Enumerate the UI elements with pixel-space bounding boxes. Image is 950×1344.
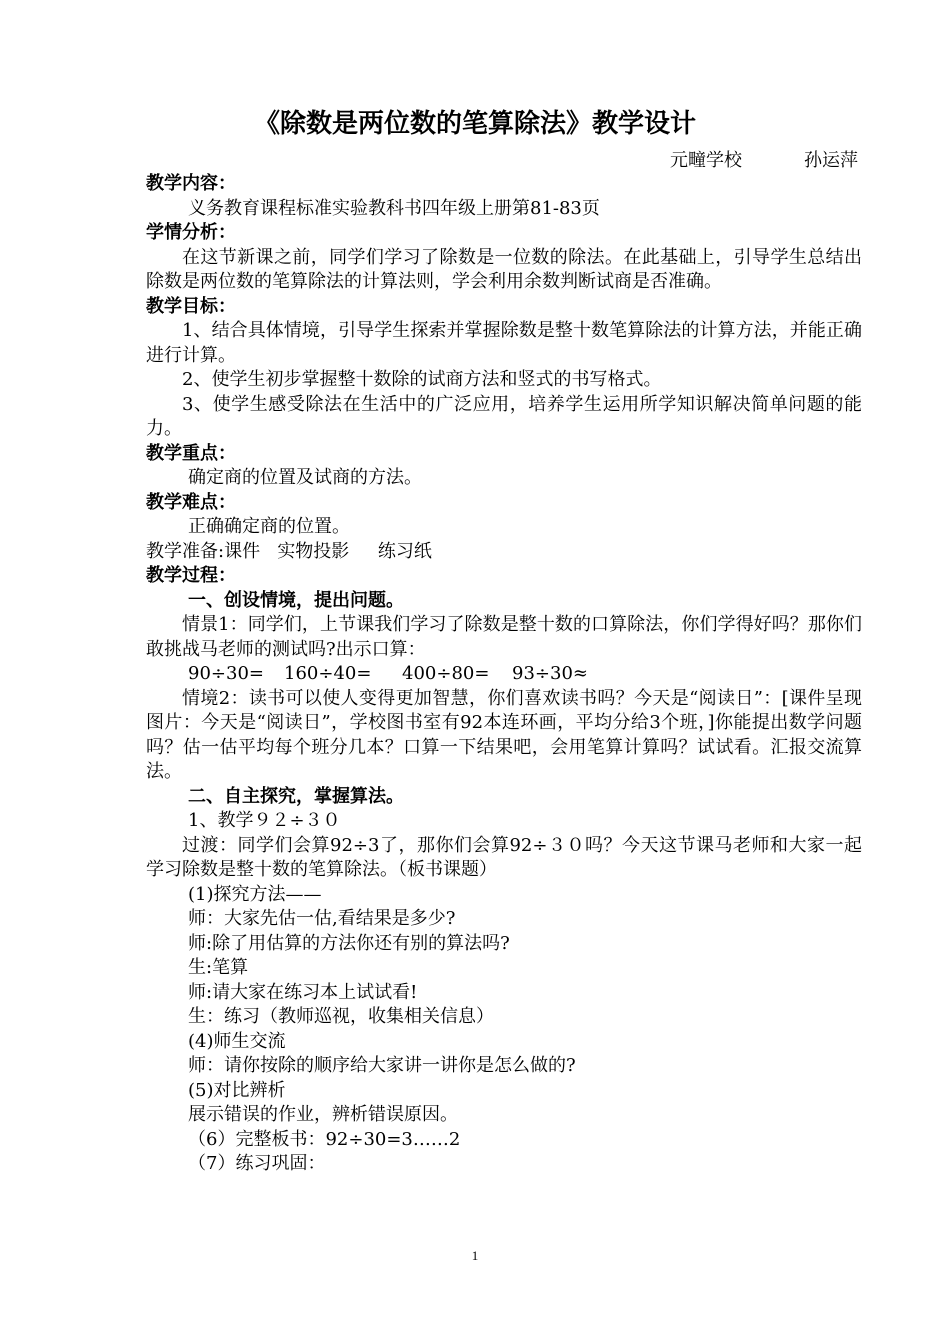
prep-item: 课件 [224, 540, 261, 562]
teach-1: 1、教学９２÷３０ [188, 810, 341, 831]
scene-1: 情景1：同学们，上节课我们学习了除数是整十数的口算除法，你们学得好吗？那你们敢挑战马老师的测试吗?出示口算： [146, 614, 862, 660]
page-number: 1 [471, 1248, 479, 1263]
document-body [146, 172, 862, 1177]
prep-item: 实物投影 [277, 540, 350, 562]
prep-label: 教学准备: [146, 540, 225, 562]
content-text: 义务教育课程标准实验教科书四年级上册第81-83页 [188, 197, 600, 219]
difficulty-heading: 教学难点： [146, 491, 236, 513]
step-1: (1)探究方法—— [188, 883, 322, 905]
content-heading: 教学内容： [146, 173, 236, 194]
oral-calc-row [146, 662, 862, 687]
process-heading: 教学过程： [146, 565, 236, 586]
transition-text: 过渡：同学们会算92÷3了，那你们会算92÷３０吗？今天这节课马老师和大家一起学习除数是整十数的笔算除法。（板书课题） [146, 834, 862, 880]
step-5: (5)对比辨析 [188, 1079, 286, 1101]
goal-2: 2、使学生初步掌握整十数除的试商方法和竖式的书写格式。 [182, 369, 662, 390]
author-name: 孙运萍 [804, 150, 858, 171]
calc-item: 90÷30= [188, 663, 264, 684]
goal-3: 3、使学生感受除法在生活中的广泛应用，培养学生运用所学知识解决简单问题的能力。 [146, 393, 862, 439]
document-title: 《除数是两位数的笔算除法》教学设计 [253, 109, 696, 139]
calc-item: 160÷40= [284, 663, 372, 684]
difficulty-text: 正确确定商的位置。 [188, 516, 350, 537]
goal-1: 1、结合具体情境，引导学生探索并掌握除数是整十数笔算除法的计算方法，并能正确进行计算。 [146, 320, 862, 366]
step-7: （7）练习巩固： [188, 1153, 326, 1174]
calc-item: 93÷30≈ [512, 663, 588, 684]
part1-title: 一、创设情境，提出问题。 [188, 589, 404, 611]
author-line [670, 148, 858, 174]
school-name: 元疃学校 [670, 150, 742, 171]
analysis-text: 在这节新课之前，同学们学习了除数是一位数的除法。在此基础上，引导学生总结出除数是两位数的笔算除法的计算法则，学会利用余数判断试商是否准确。 [146, 246, 862, 292]
dialog-line: 师：请你按除的顺序给大家讲一讲你是怎么做的? [188, 1055, 576, 1076]
prep-item: 练习纸 [377, 540, 432, 562]
preparation-line [146, 540, 862, 565]
analysis-heading: 学情分析： [146, 222, 236, 243]
part2-title: 二、自主探究，掌握算法。 [188, 785, 404, 807]
dialog-line: 师:请大家在练习本上试试看! [188, 981, 418, 1003]
step-4: (4)师生交流 [188, 1030, 286, 1052]
scene-2: 情境2：读书可以使人变得更加智慧，你们喜欢读书吗？今天是“阅读日”：[课件呈现图片：今天是“阅读日”，学校图书室有92本连环画，平均分给3个班，]你能提出数学问题吗？估一估平均每个班分几本？口算一下结果吧，会用笔算计算吗？试试看。汇报交流算法。 [146, 687, 862, 782]
dialog-line: 师:除了用估算的方法你还有别的算法吗? [188, 932, 510, 954]
calc-item: 400÷80= [402, 663, 490, 684]
goals-heading: 教学目标： [146, 295, 236, 317]
key-heading: 教学重点： [146, 442, 236, 464]
dialog-line: 生:笔算 [188, 957, 249, 978]
key-text: 确定商的位置及试商的方法。 [188, 467, 422, 488]
dialog-line: 师：大家先估一估,看结果是多少? [188, 908, 456, 929]
step-6: （6）完整板书：92÷30=3……2 [188, 1128, 461, 1150]
dialog-line: 生：练习（教师巡视，收集相关信息） [188, 1006, 494, 1027]
dialog-line: 展示错误的作业，辨析错误原因。 [188, 1104, 458, 1125]
